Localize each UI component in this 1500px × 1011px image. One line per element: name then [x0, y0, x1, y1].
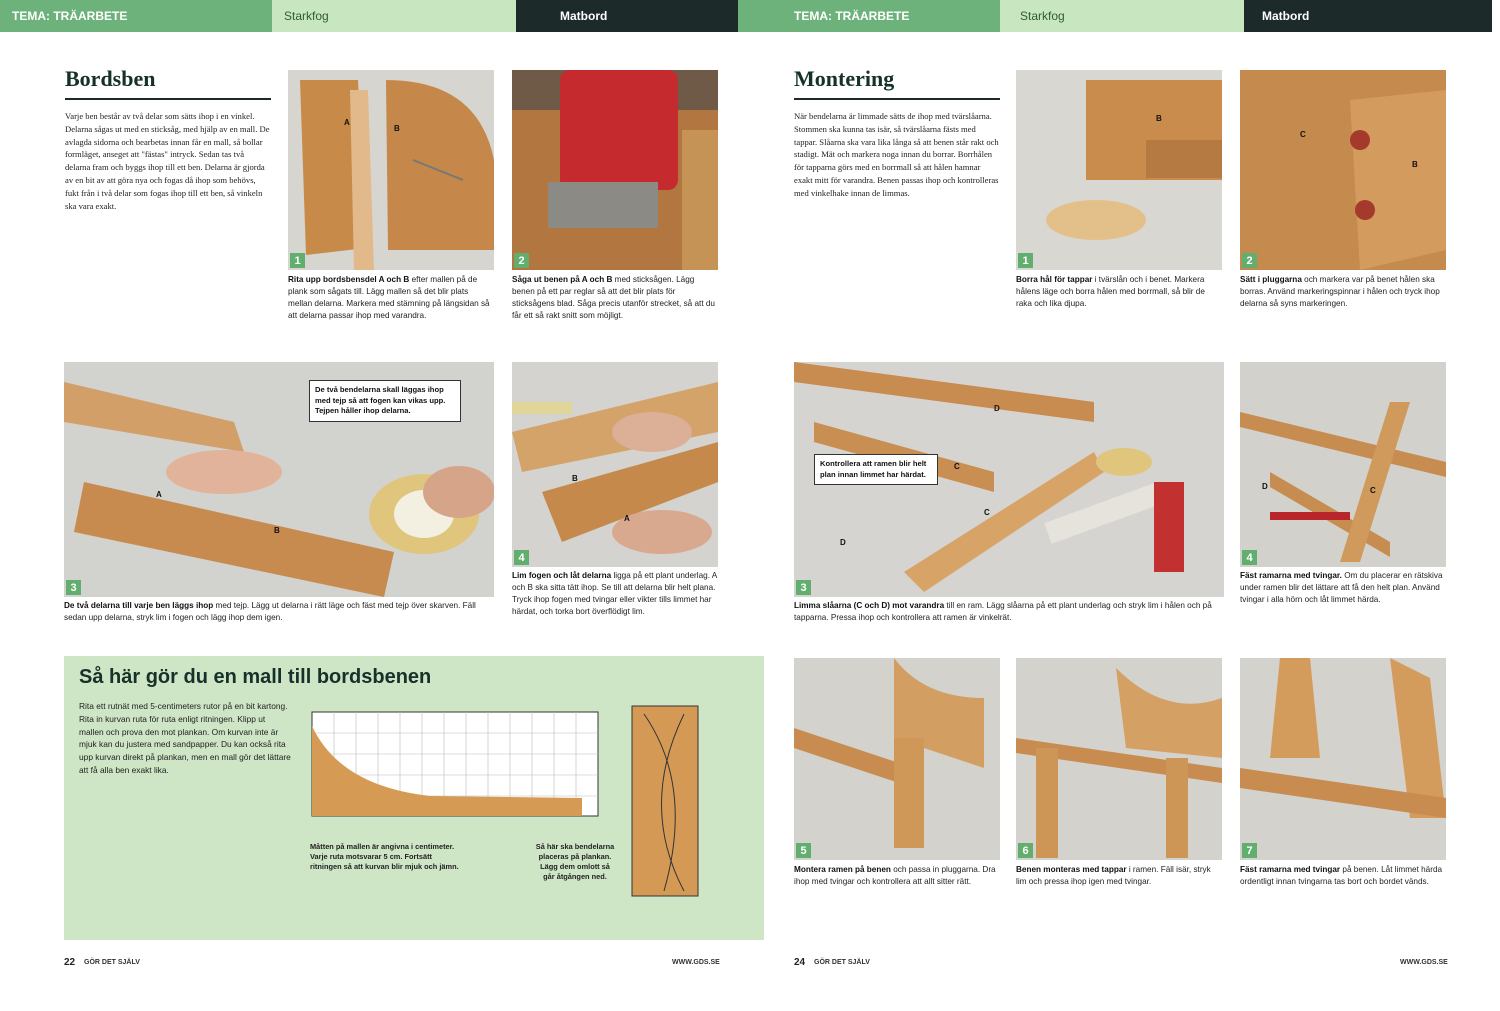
template-grid-drawing — [300, 706, 616, 826]
step-number-4: 4 — [514, 550, 529, 565]
r-step-number-3: 3 — [796, 580, 811, 595]
step-4-photo: B A 4 — [512, 362, 718, 567]
topic-tag-right: Matbord — [1244, 0, 1492, 32]
marking-illustration — [1240, 70, 1446, 270]
topic-tag-left: Matbord — [516, 0, 738, 32]
r-step-number-6: 6 — [1018, 843, 1033, 858]
r-step-2-caption: Sätt i pluggarna och markera var på benet hålen ska borras. Använd markeringspinnar i hålen och tryck ihop delarna så syns markeringen. — [1240, 275, 1440, 308]
step-number-2: 2 — [514, 253, 529, 268]
step-2-caption: Såga ut benen på A och B med sticksågen. Lägg benen på ett par reglar så att det blir plats för sticksågens blad. Såga precis utanför strecket, så att du får ett så rakt snitt som möjligt. — [512, 275, 715, 320]
r-step-7-photo — [1240, 658, 1446, 860]
step-3-photo: De två bendelarna skall läggas ihop med tejp så att fogen kan vikas upp. Tejpen håller ihop delarna. A B 3 — [64, 362, 494, 597]
assembly-illustration-2 — [1016, 658, 1222, 860]
r-step-number-4: 4 — [1242, 550, 1257, 565]
subsection-tag-right: Starkfog — [1000, 0, 1244, 32]
r-step-7-caption: Fäst ramarna med tvingar på benen. Låt limmet härda ordentligt innan tvingarna tas bort och bordet vänds. — [1240, 865, 1443, 886]
step-1-caption: Rita upp bordsbensdel A och B efter mallen på de plank som sågats till. Lägg mallen så det blir plats mellan delarna. Markera med stämning på längsidan så att delarna passar ihop med varandra. — [288, 275, 490, 320]
step-4-caption: Lim fogen och låt delarna ligga på ett plant underlag. A och B ska sitta tätt ihop. Se till att delarna blir helt plana. Tryck ihop fogen med tvingar eller vikter tills limmet har härdat, och torka bort överflödigt lim. — [512, 571, 717, 616]
board-layout-drawing — [624, 696, 708, 916]
r-step-2-photo: C B 2 — [1240, 70, 1446, 270]
assembly-illustration-3 — [1240, 658, 1446, 860]
panel-title: Så här gör du en mall till bordsbenen — [79, 666, 432, 688]
r-step-number-2: 2 — [1242, 253, 1257, 268]
assembly-illustration-1 — [794, 658, 1000, 860]
left-website: WWW.GDS.SE — [672, 959, 720, 966]
panel-note-left: Måtten på mallen är angivna i centimeter. Varje ruta motsvarar 5 cm. Fortsätt ritningen så att kurvan blir mjuk och jämn. — [310, 842, 459, 871]
r-step-6-photo — [1016, 658, 1222, 860]
left-page-title: Bordsben — [65, 66, 156, 91]
r-step-6-caption: Benen monteras med tappar i ramen. Fäll isär, stryk lim och pressa ihop igen med tvingar. — [1016, 865, 1211, 886]
r-step-3-photo: Kontrollera att ramen blir helt plan innan limmet har härdat. D C C D 3 — [794, 362, 1224, 597]
template-panel — [64, 656, 764, 940]
section-tag-right: TEMA: TRÄARBETE — [738, 0, 1000, 32]
clamp-frame-illustration — [1240, 362, 1446, 567]
jigsaw-illustration — [512, 70, 718, 270]
left-page-number: 22 — [64, 957, 76, 968]
r-step-3-caption: Limma slåarna (C och D) mot varandra till en ram. Lägg slåarna på ett plant underlag och stryk lim i hålen och på tapparna. Pressa ihop och kontrollera att ramen är vinkelrät. — [794, 601, 1212, 622]
r-step-3-callout: Kontrollera att ramen blir helt plan innan limmet har härdat. — [814, 454, 938, 485]
r-step-1-caption: Borra hål för tappar i tvärslån och i benet. Markera hålens läge och borra hålen med borrmall, så blir de raka och lika djupa. — [1016, 275, 1205, 308]
panel-text: Rita ett rutnät med 5-centimeters rutor på en bit kartong. Rita in kurvan ruta för ruta enligt ritningen. Klipp ut mallen och prova den mot plankan. Om kurvan inte är mjuk kan du justera med sandpapper. Du kan också rita upp kurvan direkt på plankan, men en mall gör det lättare att få alla ben exakt lika. — [79, 701, 291, 775]
r-step-number-1: 1 — [1018, 253, 1033, 268]
r-step-number-7: 7 — [1242, 843, 1257, 858]
step-number-3: 3 — [66, 580, 81, 595]
step-2-photo — [512, 70, 718, 270]
step-number-1: 1 — [290, 253, 305, 268]
right-magazine-name: GÖR DET SJÄLV — [814, 959, 870, 966]
r-step-5-photo — [794, 658, 1000, 860]
step-3-callout: De två bendelarna skall läggas ihop med tejp så att fogen kan vikas upp. Tejpen håller ihop delarna. — [309, 380, 461, 422]
left-magazine-name: GÖR DET SJÄLV — [84, 959, 140, 966]
step-3-caption: De två delarna till varje ben läggs ihop med tejp. Lägg ut delarna i rätt läge och fäst med tejp över skarven. Fäll sedan upp delarna, stryk lim i fogen och lägg ihop dem igen. — [64, 601, 476, 622]
right-website: WWW.GDS.SE — [1400, 959, 1448, 966]
title-rule-left — [65, 98, 271, 100]
r-step-number-5: 5 — [796, 843, 811, 858]
r-step-4-photo: D C 4 — [1240, 362, 1446, 567]
right-page-number: 24 — [794, 957, 806, 968]
gluing-illustration — [512, 362, 718, 567]
section-tag-left: TEMA: TRÄARBETE — [0, 0, 272, 32]
step-1-photo: A B 1 — [288, 70, 494, 270]
title-rule-right — [794, 98, 1000, 100]
r-step-1-photo: B 1 — [1016, 70, 1222, 270]
drilling-illustration — [1016, 70, 1222, 270]
panel-note-right: Så här ska bendelarna placeras på plankan. Lägg dem omlott så går åtgången ned. — [535, 842, 615, 881]
boards-illustration — [288, 70, 494, 270]
left-intro-text: Varje ben består av två delar som sätts ihop i en vinkel. Delarna sågas ut med en sticksåg, med hjälp av en mall. De avlagda sidorna och bearbetas innan får en mall, så bollar formläget, anseget att "fästas" intryck. Sedan tas två delarna fram och byggs ihop till ett ben. Delarna är gjorda av en bit av att göra nya och fogas då ihop som behövs, fukt från i två delar som fogas ihop till ett ben, så vinkeln ska vara exakt. — [65, 111, 270, 211]
subsection-tag-left: Starkfog — [272, 0, 516, 32]
r-step-5-caption: Montera ramen på benen och passa in pluggarna. Dra ihop med tvingar och kontrollera att allt sitter rätt. — [794, 865, 996, 886]
r-step-4-caption: Fäst ramarna med tvingar. Om du placerar en rätskiva under ramen blir det lättare att få den helt plan. Använd tvingar i alla hörn och låt limmet härda. — [1240, 571, 1443, 604]
right-intro-text: När bendelarna är limmade sätts de ihop med tvärslåarna. Stommen ska kunna tas isär, så tvärslåarna fästs med tappar. Slåarna ska vara lika långa så att benen står rakt och stadigt. Mät och markera noga innan du borrar. Borrhålen för tapparna görs med en borrmall så att hålen hamnar exakt mitt för varandra. Benen passas ihop och kontrolleras med vinkelhake innan de limmas. — [794, 111, 999, 198]
right-page-title: Montering — [794, 66, 895, 91]
